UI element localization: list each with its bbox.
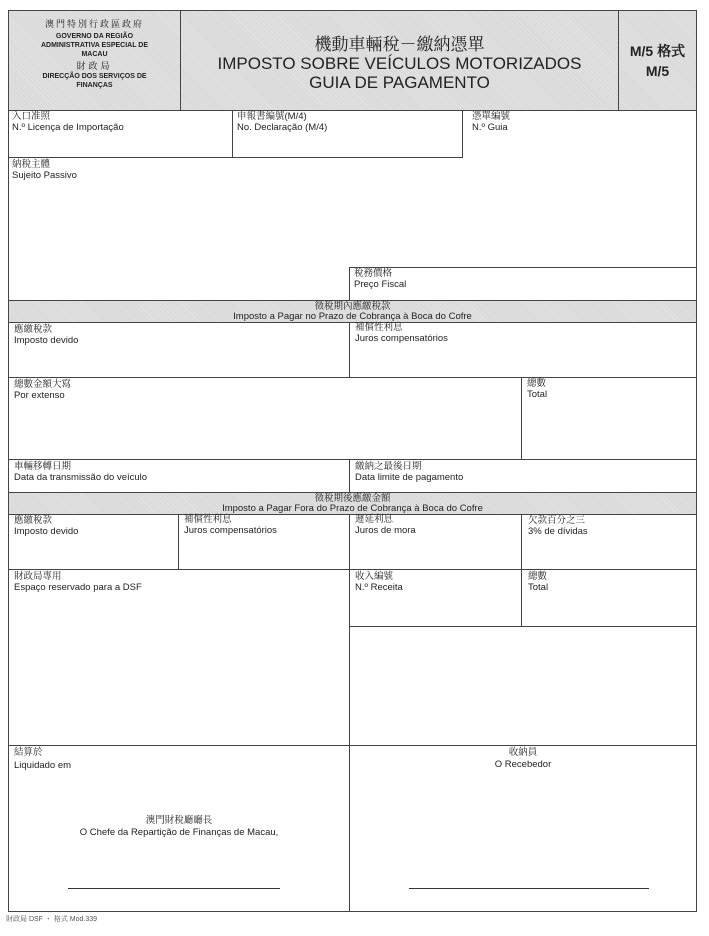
title-pt2: GUIA DE PAGAMENTO	[309, 73, 490, 92]
limite-pt: Data limite de pagamento	[355, 472, 464, 483]
sujeito-zh: 納稅主體	[12, 159, 51, 170]
band1-zh: 徵稅期內應繳稅款	[314, 301, 391, 312]
field-guia[interactable]	[472, 111, 510, 133]
receita-pt: N.º Receita	[355, 582, 403, 593]
band1-pt: Imposto a Pagar no Prazo de Cobrança à Boca do Cofre	[233, 311, 472, 322]
gov-zh: 澳門特別行政區政府	[44, 19, 144, 29]
liquidado-zh: 結算於	[14, 747, 43, 758]
dividas-zh: 欠款百分之三	[528, 515, 586, 526]
dept-zh: 財政局	[76, 61, 113, 71]
chefe-pt: O Chefe da Repartição de Finanças de Macau,	[79, 827, 279, 838]
recebedor-zh: 收納員	[508, 747, 538, 758]
band-in-prazo	[8, 300, 697, 323]
juros2-pt: Juros compensatórios	[184, 525, 277, 536]
field-total1[interactable]	[521, 377, 697, 460]
imposto1-pt: Imposto devido	[14, 335, 79, 346]
header-title-cell	[180, 10, 619, 111]
imposto2-zh: 應繳稅款	[14, 515, 53, 526]
mora-pt: Juros de mora	[355, 525, 416, 536]
form-zh: M/5 格式	[629, 43, 686, 59]
header-logo-cell	[8, 10, 181, 111]
licenca-pt: N.º Licença de Importação	[12, 122, 124, 133]
chefe-signature-line[interactable]	[68, 888, 280, 889]
gov-pt: GOVERNO DA REGIÃO ADMINISTRATIVA ESPECIAL DE MACAU	[40, 33, 149, 58]
field-extenso[interactable]	[8, 377, 522, 460]
title-zh: 機動車輛稅－繳納憑單	[314, 35, 485, 54]
preco-zh: 稅務價格	[354, 268, 393, 279]
total2-pt: Total	[528, 582, 549, 593]
dividas-pt: 3% de dívidas	[528, 526, 588, 537]
title-pt1: IMPOSTO SOBRE VEÍCULOS MOTORIZADOS	[217, 54, 582, 73]
extenso-zh: 總數金額大寫	[14, 379, 72, 390]
liquidado-pt: Liquidado em	[14, 760, 72, 771]
recebedor-pt: O Recebedor	[494, 759, 552, 770]
total1-zh: 總數	[527, 378, 547, 389]
imposto1-zh: 應繳稅款	[14, 324, 53, 335]
band2-pt: Imposto a Pagar Fora do Prazo de Cobrança à Boca do Cofre	[222, 503, 483, 514]
band-fora-prazo	[8, 492, 697, 515]
dsf-pt: Espaço reservado para a DSF	[14, 582, 142, 593]
declaracao-zh: 申報書編號(M/4)	[237, 111, 307, 122]
field-sujeito[interactable]	[12, 159, 77, 181]
form-pt: M/5	[645, 63, 670, 79]
declaracao-pt: No. Declaração (M/4)	[237, 122, 328, 133]
dept-pt: DIRECÇÃO DOS SERVIÇOS DE FINANÇAS	[42, 73, 147, 89]
juros2-zh: 補償性利息	[184, 514, 232, 525]
mora-zh: 遲延利息	[355, 514, 394, 525]
header-form-cell	[618, 10, 697, 111]
dsf-zh: 財政局專用	[14, 571, 62, 582]
band2-zh: 徵稅期後應繳金額	[314, 493, 391, 504]
recebedor-signature-line[interactable]	[409, 888, 649, 889]
limite-zh: 繳納之最後日期	[355, 461, 422, 472]
total2-zh: 總數	[528, 571, 548, 582]
dsf-right-area	[349, 569, 697, 746]
sujeito-pt: Sujeito Passivo	[12, 170, 77, 181]
guia-pt: N.º Guia	[472, 122, 508, 133]
juros1-zh: 補償性利息	[355, 322, 403, 333]
field-dsf	[8, 569, 350, 746]
receita-zh: 收入編號	[355, 571, 394, 582]
transmissao-pt: Data da transmissão do veículo	[14, 472, 148, 483]
transmissao-zh: 車輛移轉日期	[14, 461, 72, 472]
licenca-zh: 入口准照	[12, 111, 51, 122]
juros1-pt: Juros compensatórios	[355, 333, 448, 344]
total1-pt: Total	[527, 389, 548, 400]
imposto2-pt: Imposto devido	[14, 526, 79, 537]
preco-pt: Preço Fiscal	[354, 279, 407, 290]
guia-zh: 憑單編號	[472, 111, 511, 122]
chefe-zh: 澳門財稅廳廳長	[145, 815, 213, 826]
extenso-pt: Por extenso	[14, 390, 65, 401]
footer-form-code: 財政局 DSF ・ 格式 Mod.339	[6, 916, 98, 923]
